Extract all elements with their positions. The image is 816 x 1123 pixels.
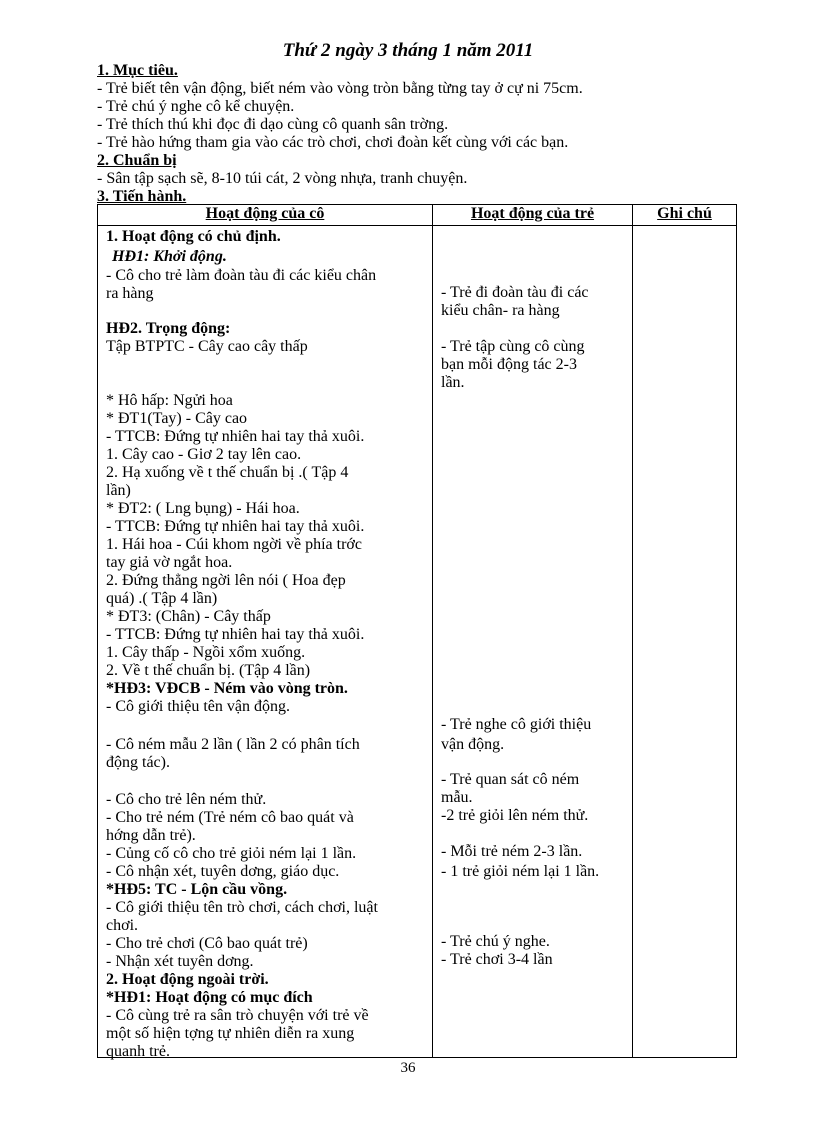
activity-line: *HĐ1: Hoạt động có mục đích [106,989,313,1006]
teacher-activity-cell [98,226,433,1058]
section-2-heading: 2. Chuẩn bị [97,152,177,169]
child-line: - Trẻ tập cùng cô cùng [441,338,585,355]
activity-line: 2. Hạ xuống về t thế chuẩn bị .( Tập 4 [106,464,349,481]
child-line: kiểu chân- ra hàng [441,302,560,319]
page-title: Thứ 2 ngày 3 tháng 1 năm 2011 [282,40,534,61]
child-line: vận động. [441,736,505,753]
activity-line: * ĐT3: (Chân) - Cây thấp [106,608,271,625]
header-child-activity: Hoạt động của trẻ [433,205,633,226]
activity-line: - TTCB: Đứng tự nhiên hai tay thả xuôi. [106,518,365,535]
notes-cell [633,226,737,1058]
activity-line: quá) .( Tập 4 lần) [106,590,218,607]
activity-line: - Củng cố cô cho trẻ giỏi ném lại 1 lần. [106,845,357,862]
activity-table [97,204,737,1058]
activity-line: 2. Đứng thẳng ngời lên nói ( Hoa đẹp [106,572,346,589]
header-teacher-activity: Hoạt động của cô [98,205,433,226]
child-line: -2 trẻ giỏi lên ném thử. [441,807,589,824]
activity-line: chơi. [106,917,139,934]
table-row [98,226,737,1058]
activity-line: 1. Hoạt động có chủ định. [106,228,281,245]
activity-line: - Cho trẻ chơi (Cô bao quát trẻ) [106,935,308,952]
activity-line: - Cô nhận xét, tuyên dơng, giáo dục. [106,863,340,880]
activity-line: - Cô giới thiệu tên vận động. [106,698,290,715]
activity-line: - Cô cho trẻ làm đoàn tàu đi các kiểu chân [106,267,377,284]
activity-line: * ĐT2: ( Lng bụng) - Hái hoa. [106,500,300,517]
activity-line: * ĐT1(Tay) - Cây cao [106,410,248,427]
activity-line: - Cô cùng trẻ ra sân trò chuyện với trẻ về [106,1007,369,1024]
child-line: - Trẻ quan sát cô ném [441,771,580,788]
objective-item: - Trẻ hào hứng tham gia vào các trò chơi, chơi đoàn kết cùng với các bạn. [97,134,569,151]
objective-item: - Trẻ chú ý nghe cô kể chuyện. [97,98,295,115]
activity-line: - Cô cho trẻ lên ném thử. [106,791,267,808]
activity-line: - Cô ném mẫu 2 lần ( lần 2 có phân tích [106,736,360,753]
page-number: 36 [400,1060,416,1076]
activity-line: *HĐ3: VĐCB - Ném vào vòng tròn. [106,680,348,697]
child-line: - 1 trẻ giỏi ném lại 1 lần. [441,863,600,880]
activity-line: - TTCB: Đứng tự nhiên hai tay thả xuôi. [106,626,365,643]
activity-line: 2. Về t thế chuẩn bị. (Tập 4 lần) [106,662,311,679]
activity-line: quanh trẻ. [106,1043,170,1060]
activity-line: 1. Hái hoa - Cúi khom ngời về phía trớc [106,536,362,553]
activity-line: - Cô giới thiệu tên trò chơi, cách chơi, luật [106,899,378,916]
objective-item: - Trẻ thích thú khi đọc đi dạo cùng cô quanh sân trờng. [97,116,449,133]
preparation-item: - Sân tập sạch sẽ, 8-10 túi cát, 2 vòng nhựa, tranh chuyện. [97,170,468,187]
activity-line: *HĐ5: TC - Lộn cầu vồng. [106,881,288,898]
activity-line: hớng dẫn trẻ). [106,827,196,844]
activity-line: lần) [106,482,131,499]
child-line: - Trẻ chú ý nghe. [441,933,550,950]
child-line: - Trẻ nghe cô giới thiệu [441,716,592,733]
child-line: lần. [441,374,465,391]
activity-line: HĐ2. Trọng động: [106,320,231,337]
table-header-row [98,205,737,226]
activity-line: 1. Cây thấp - Ngồi xổm xuống. [106,644,306,661]
child-activity-cell [433,226,633,1058]
section-1-heading: 1. Mục tiêu. [97,62,178,79]
section-3-heading: 3. Tiến hành. [97,188,187,205]
activity-line: Tập BTPTC - Cây cao cây thấp [106,338,308,355]
activity-line: động tác). [106,754,170,771]
activity-line: * Hô hấp: Ngửi hoa [106,392,233,409]
child-line: - Trẻ chơi 3-4 lần [441,951,553,968]
activity-line: một số hiện tợng tự nhiên diễn ra xung [106,1025,355,1042]
child-line: bạn mỗi động tác 2-3 [441,356,577,373]
activity-line: 1. Cây cao - Giơ 2 tay lên cao. [106,446,302,463]
activity-line: 2. Hoạt động ngoài trời. [106,971,269,988]
activity-line: tay giả vờ ngắt hoa. [106,554,233,571]
objective-item: - Trẻ biết tên vận động, biết ném vào vòng tròn bằng từng tay ở cự ni 75cm. [97,80,583,97]
header-notes: Ghi chú [633,205,737,226]
child-line: - Trẻ đi đoàn tàu đi các [441,284,589,301]
activity-line: - Nhận xét tuyên dơng. [106,953,254,970]
child-line: - Mỗi trẻ ném 2-3 lần. [441,843,583,860]
activity-line: - Cho trẻ ném (Trẻ ném cô bao quát và [106,809,354,826]
activity-line: ra hàng [106,285,154,302]
child-line: mẫu. [441,789,473,806]
activity-line: HĐ1: Khởi động. [112,248,227,265]
activity-line: - TTCB: Đứng tự nhiên hai tay thả xuôi. [106,428,365,445]
